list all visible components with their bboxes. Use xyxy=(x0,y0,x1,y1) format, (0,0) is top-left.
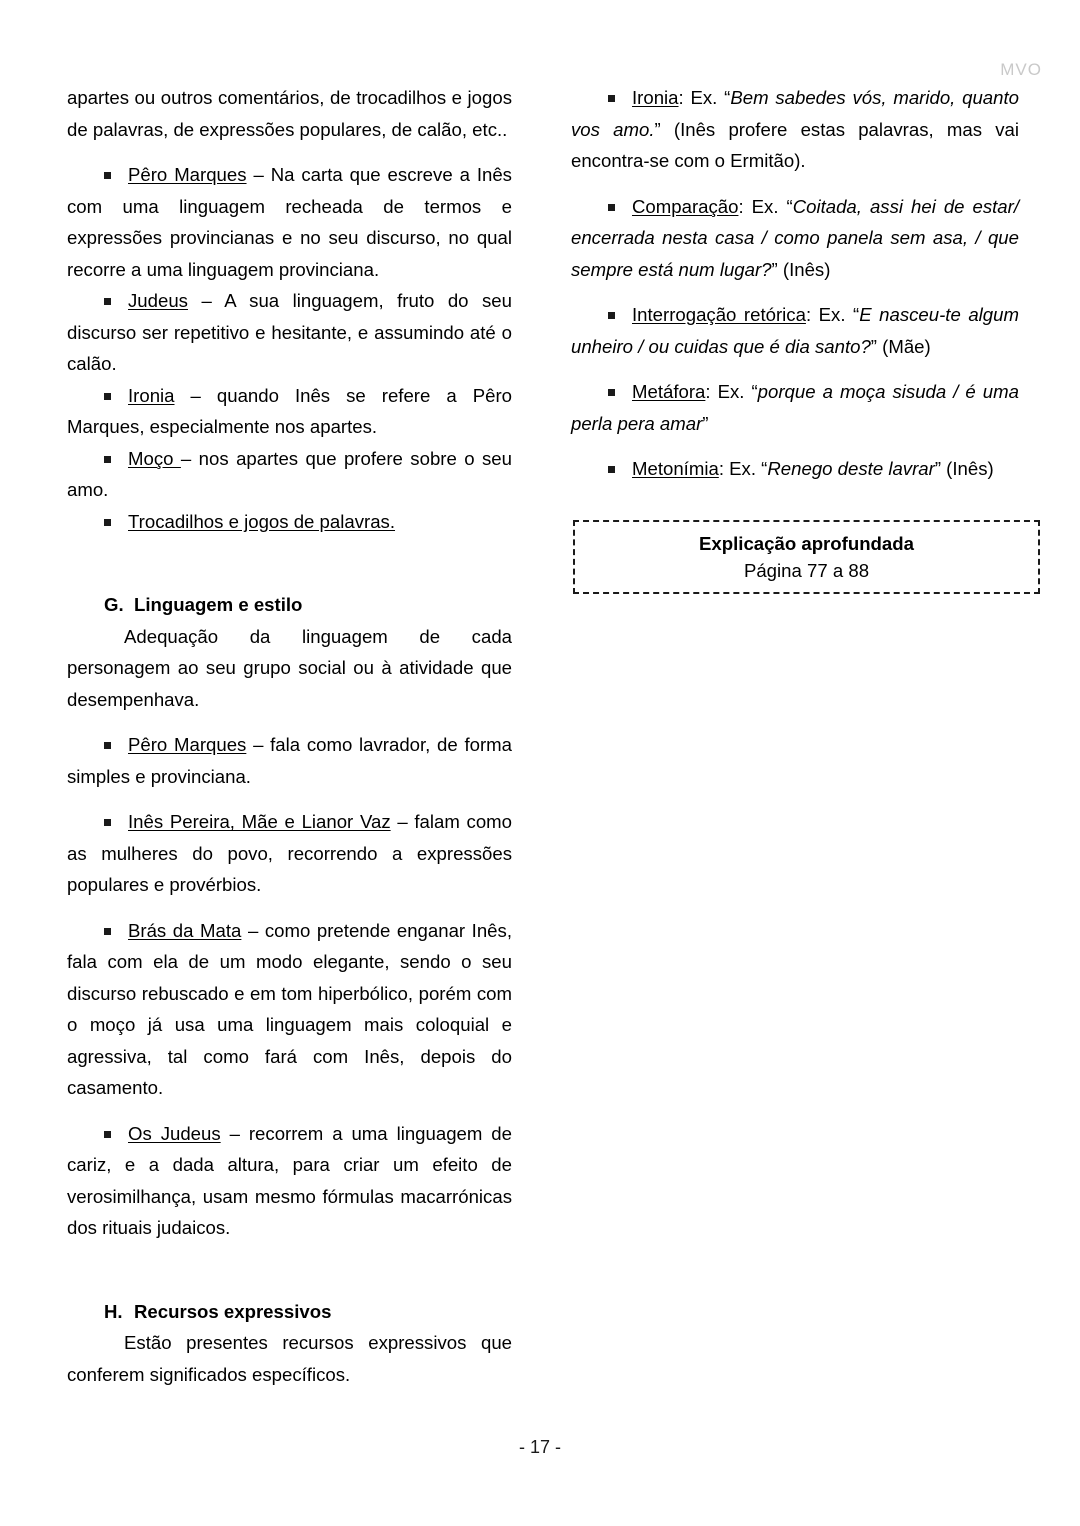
right-column xyxy=(571,82,1019,485)
page-number: - 17 - xyxy=(518,1437,561,1457)
list-item-quote: Coitada, assi hei de estar/ encerrada nesta casa / como panela sem asa, / que sempre está num lugar? xyxy=(571,195,1020,280)
square-bullet-icon xyxy=(67,285,128,317)
callout-title: Explicação aprofundada xyxy=(699,533,914,554)
page-footer xyxy=(0,1437,1080,1458)
list-item-text: – A sua linguagem, fruto do seu discurso ser repetitivo e hesitante, e assumindo até o calão. xyxy=(67,290,512,374)
continuation-paragraph: apartes ou outros comentários, de trocadilhos e jogos de palavras, de expressões populares, de calão, etc.. xyxy=(67,87,512,140)
list-item-lead: : Ex. “ xyxy=(805,304,860,325)
list-item xyxy=(571,82,1019,177)
list-item-lead: : Ex. “ xyxy=(705,381,758,402)
list-item-quote: Bem sabedes vós, marido, quanto vos amo. xyxy=(571,87,1019,140)
watermark-mvo: MVO xyxy=(1000,60,1042,79)
list-item-term: Pêro Marques xyxy=(128,164,247,185)
list-item-term: Moço xyxy=(128,447,181,469)
list-item-term: Interrogação retórica xyxy=(632,304,806,325)
list-item xyxy=(571,191,1019,286)
list-item-close: ” (Inês) xyxy=(934,458,994,479)
list-item-lead: : Ex. “ xyxy=(678,87,731,108)
list-item-text: – quando Inês se refere a Pêro Marques, especialmente nos apartes. xyxy=(67,384,512,437)
list-item-quote: porque a moça sisuda / é uma perla pera amar xyxy=(571,381,1019,434)
list-item-text: – como pretende enganar Inês, fala com ela de um modo elegante, sendo o seu discurso rebuscado e em tom hiperbólico, porém com o moço já usa uma linguagem mais coloquial e agressiva, tal como fará com Inês, depois do casamento. xyxy=(67,919,512,1098)
list-item-close: ” (Inês) xyxy=(771,258,831,280)
square-bullet-icon xyxy=(67,915,128,947)
section-title: Recursos expressivos xyxy=(134,1300,332,1322)
callout-subtitle: Página 77 a 88 xyxy=(743,560,870,581)
square-bullet-icon xyxy=(571,376,632,408)
list-item xyxy=(67,915,512,1104)
list-item-quote: E nasceu-te algum unheiro / ou cuidas que é dia santo? xyxy=(571,304,1019,357)
list-item xyxy=(67,443,512,506)
list-item-close: ” (Mãe) xyxy=(870,335,931,357)
list-item-term: Ironia xyxy=(128,384,175,406)
list-item xyxy=(67,506,512,538)
square-bullet-icon xyxy=(67,506,128,538)
callout-box xyxy=(573,520,1040,594)
section-h-intro: Estão presentes recursos expressivos que conferem significados específicos. xyxy=(67,1332,512,1385)
list-item-term: Trocadilhos e jogos de palavras. xyxy=(128,510,396,532)
list-item-quote: Renego deste lavrar xyxy=(767,458,935,479)
square-bullet-icon xyxy=(67,380,128,412)
list-item-term: Ironia xyxy=(632,87,679,108)
list-item-term: Brás da Mata xyxy=(128,919,242,941)
list-item xyxy=(67,1118,512,1244)
square-bullet-icon xyxy=(571,191,632,223)
square-bullet-icon xyxy=(571,453,632,485)
square-bullet-icon xyxy=(67,729,128,761)
list-item-text: – Na carta que escreve a Inês com uma linguagem recheada de termos e expressões provincianas e no seu discurso, no qual recorre a uma linguagem provinciana. xyxy=(67,164,512,280)
section-letter: G. xyxy=(104,594,124,615)
list-item-close: ” xyxy=(702,412,709,434)
square-bullet-icon xyxy=(67,806,128,838)
list-item-term: Metonímia xyxy=(632,458,719,479)
list-item xyxy=(67,380,512,443)
square-bullet-icon xyxy=(67,1118,128,1150)
list-item xyxy=(67,285,512,380)
list-item xyxy=(67,159,512,285)
list-item-text: – falam como as mulheres do povo, recorrendo a expressões populares e provérbios. xyxy=(67,811,513,895)
list-item-close: ” (Inês profere estas palavras, mas vai encontra-se com o Ermitão). xyxy=(571,118,1019,171)
list-item-text: – recorrem a uma linguagem de cariz, e a dada altura, para criar um efeito de verosimilhança, usam mesmo fórmulas macarrónicas dos rituais judaicos. xyxy=(67,1122,512,1238)
square-bullet-icon xyxy=(571,82,632,114)
list-item-lead: : Ex. “ xyxy=(738,195,793,217)
square-bullet-icon xyxy=(67,159,128,191)
list-item xyxy=(571,453,1019,485)
list-item-term: Metáfora xyxy=(632,381,706,402)
section-heading-h xyxy=(67,1296,512,1328)
list-item xyxy=(67,806,512,901)
section-heading-g xyxy=(67,589,512,621)
list-item xyxy=(571,299,1019,362)
list-item-term: Judeus xyxy=(128,290,188,311)
left-column xyxy=(67,82,512,1390)
list-item-term: Inês Pereira, Mãe e Lianor Vaz xyxy=(128,811,391,832)
square-bullet-icon xyxy=(67,443,128,475)
list-item-term: Pêro Marques xyxy=(128,734,247,755)
list-item xyxy=(67,729,512,792)
list-item-term: Comparação xyxy=(632,195,739,217)
square-bullet-icon xyxy=(571,299,632,331)
list-item-text: – nos apartes que profere sobre o seu amo. xyxy=(67,447,512,500)
section-letter: H. xyxy=(104,1300,123,1322)
list-item-term: Os Judeus xyxy=(128,1122,221,1144)
section-g-intro: Adequação da linguagem de cada personagem ao seu grupo social ou à atividade que desempenhava. xyxy=(67,625,512,710)
two-column-body xyxy=(0,82,1080,1385)
list-item-text: – fala como lavrador, de forma simples e provinciana. xyxy=(67,734,512,787)
list-item-lead: : Ex. “ xyxy=(718,458,768,479)
list-item xyxy=(571,376,1019,439)
section-title: Linguagem e estilo xyxy=(134,594,303,615)
